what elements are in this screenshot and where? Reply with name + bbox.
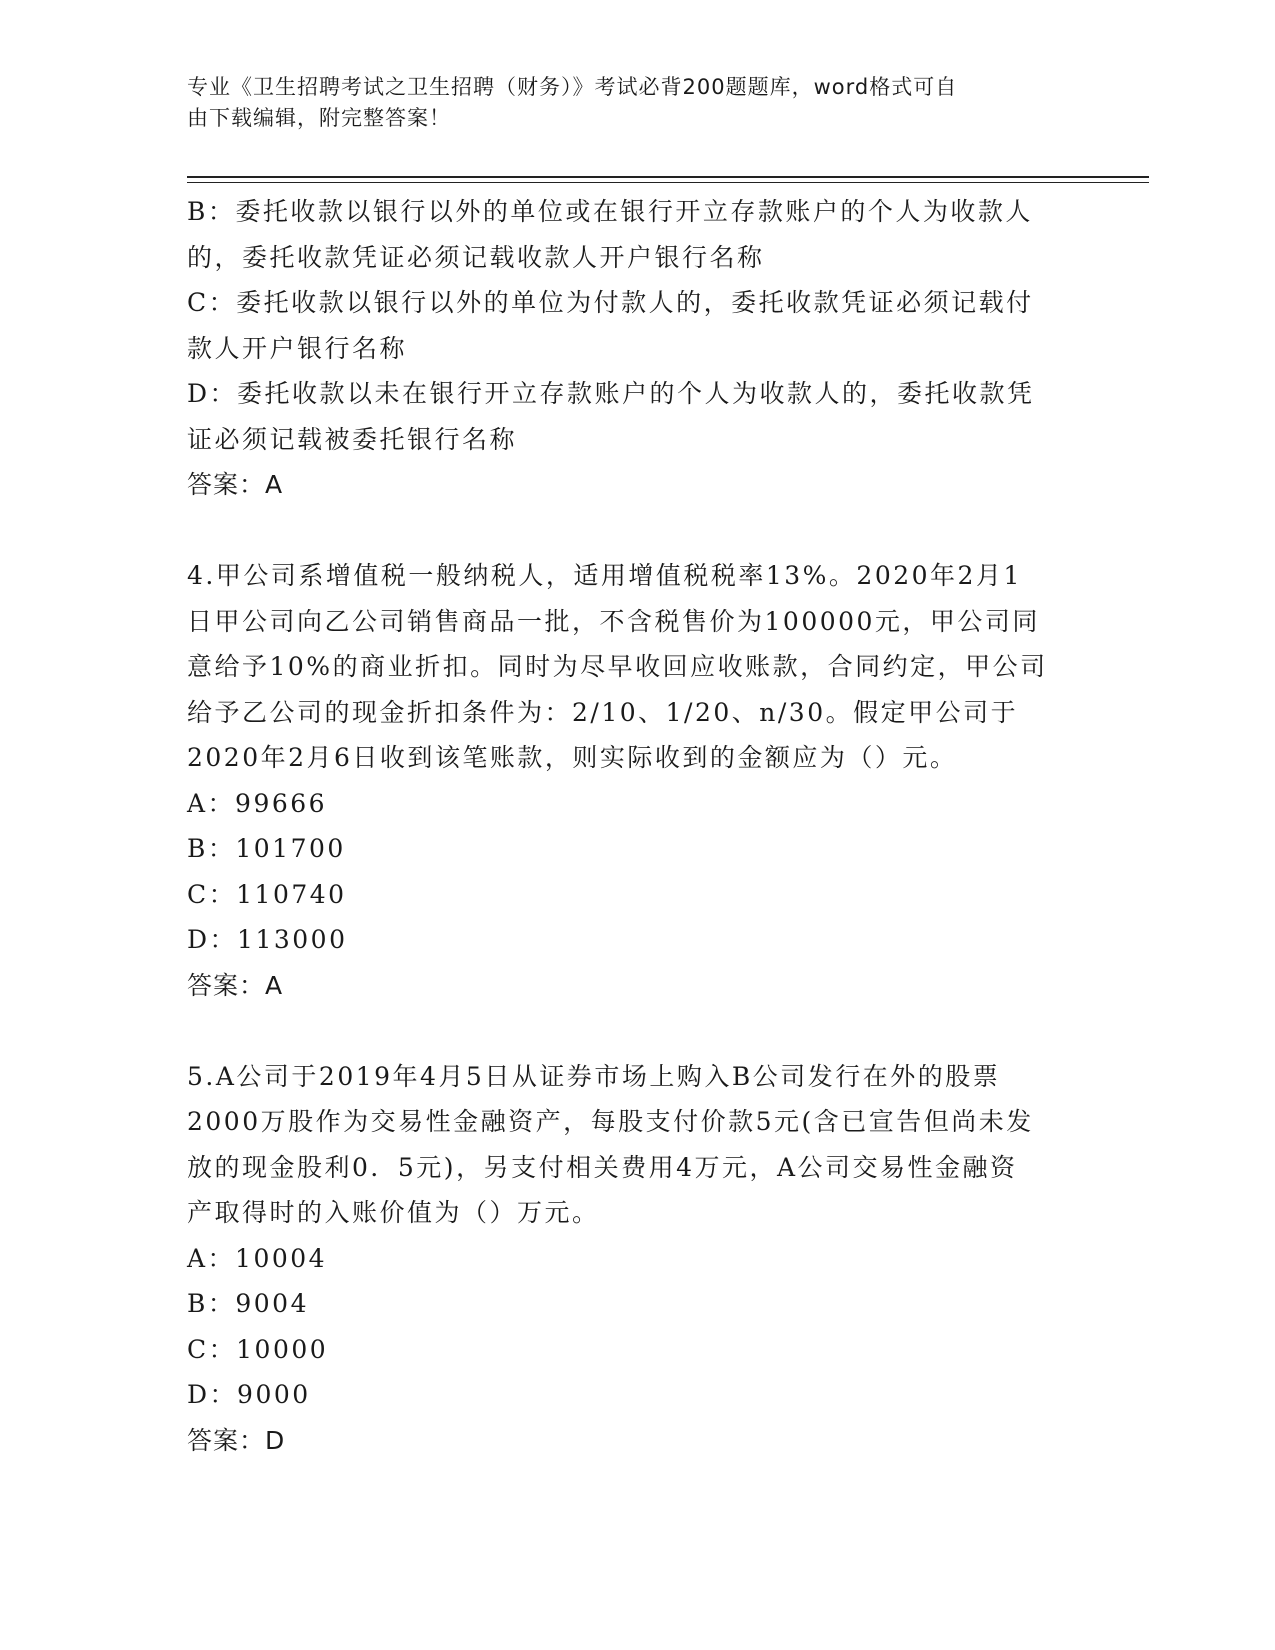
document-body (187, 189, 1087, 1463)
document-header (187, 72, 1067, 134)
q3-option-d-line-1: D：委托收款以未在银行开立存款账户的个人为收款人的，委托收款凭 (187, 379, 1035, 408)
header-title-line-2: 由下载编辑，附完整答案！ (187, 106, 451, 130)
q3-option-c-line-2: 款人开户银行名称 (187, 333, 408, 363)
q3-option-b-line-2: 的，委托收款凭证必须记载收款人开户银行名称 (187, 242, 765, 272)
q3-option-b-line-1: B：委托收款以银行以外的单位或在银行开立存款账户的个人为收款人 (187, 197, 1033, 226)
q5-option-a: A：10004 (187, 1243, 328, 1273)
header-rule-thin (187, 182, 1149, 183)
header-title-line-1: 专业《卫生招聘考试之卫生招聘（财务）》考试必背200题题库，word格式可自 (187, 75, 958, 99)
q4-stem-line-2: 日甲公司向乙公司销售商品一批，不含税售价为100000元，甲公司同 (187, 606, 1040, 636)
q3-answer: 答案：A (187, 470, 284, 499)
q4-stem-line-3: 意给予10%的商业折扣。同时为尽早收回应收账款，合同约定，甲公司 (187, 652, 1048, 681)
q4-stem-line-1: 4.甲公司系增值税一般纳税人，适用增值税税率13%。2020年2月1 (187, 561, 1022, 590)
q4-option-a: A：99666 (187, 788, 328, 818)
q4-option-b: B：101700 (187, 834, 346, 863)
q4-option-d: D：113000 (187, 925, 348, 954)
q5-stem-line-2: 2000万股作为交易性金融资产，每股支付价款5元(含已宣告但尚未发 (187, 1107, 1034, 1136)
q5-option-c: C：10000 (187, 1334, 329, 1364)
q5-stem-line-3: 放的现金股利0．5元)，另支付相关费用4万元，A公司交易性金融资 (187, 1152, 1018, 1182)
q5-answer: 答案：D (187, 1425, 286, 1455)
question-3-block (187, 189, 1087, 508)
q3-option-d-line-2: 证必须记载被委托银行名称 (187, 424, 518, 454)
q4-stem-line-5: 2020年2月6日收到该笔账款，则实际收到的金额应为（）元。 (187, 743, 958, 772)
q5-stem-line-1: 5.A公司于2019年4月5日从证券市场上购入B公司发行在外的股票 (187, 1061, 1001, 1091)
q4-stem-line-4: 给予乙公司的现金折扣条件为：2/10、1/20、n/30。假定甲公司于 (187, 697, 1019, 727)
q5-option-b: B：9004 (187, 1289, 309, 1318)
header-rule-thick (187, 176, 1149, 178)
q5-option-d: D：9000 (187, 1380, 311, 1409)
q3-option-c-line-1: C：委托收款以银行以外的单位为付款人的，委托收款凭证必须记载付 (187, 288, 1034, 317)
spacer (187, 508, 1087, 554)
q4-option-c: C：110740 (187, 879, 347, 909)
question-5-block (187, 1054, 1087, 1464)
question-4-block (187, 553, 1087, 1008)
q4-answer: 答案：A (187, 970, 284, 1000)
q5-stem-line-4: 产取得时的入账价值为（）万元。 (187, 1198, 600, 1227)
spacer (187, 1008, 1087, 1054)
